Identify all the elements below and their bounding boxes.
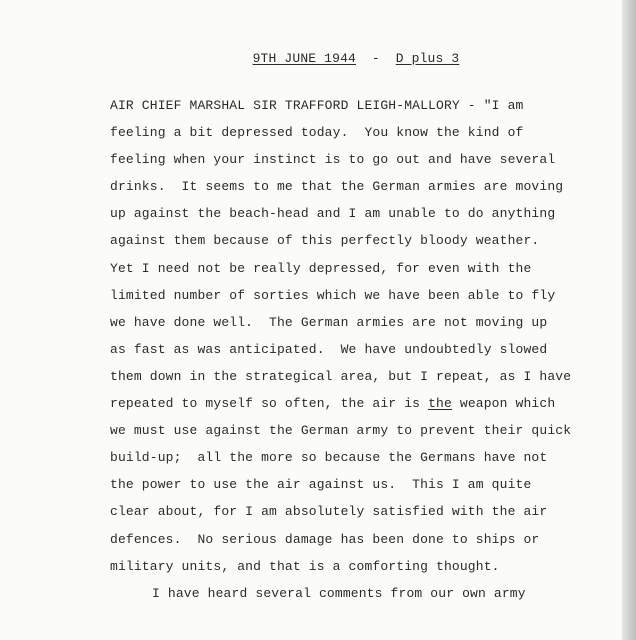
text-line-with-emphasis xyxy=(110,394,610,421)
scan-edge-shadow xyxy=(622,0,636,640)
header-day: D plus 3 xyxy=(395,51,460,66)
text-line: we have done well. The German armies are not moving up xyxy=(110,314,548,330)
header-separator: - xyxy=(371,51,380,66)
text-segment: weapon which xyxy=(451,396,556,412)
text-line: up against the beach-head and I am unable to do anything xyxy=(110,206,556,222)
document-header xyxy=(0,51,622,66)
text-line: them down in the strategical area, but I repeat, as I have xyxy=(110,368,572,384)
text-line: clear about, for I am absolutely satisfied with the air xyxy=(110,504,548,520)
text-line: build-up; all the more so because the Germans have not xyxy=(110,450,548,466)
text-line: drinks. It seems to me that the German armies are moving xyxy=(110,179,564,195)
text-line: military units, and that is a comforting thought. xyxy=(110,558,500,574)
text-line: limited number of sorties which we have been able to fly xyxy=(110,287,556,303)
underlined-word: the xyxy=(428,396,452,412)
text-line: AIR CHIEF MARSHAL SIR TRAFFORD LEIGH-MALLORY - "I am xyxy=(110,98,524,113)
text-line: defences. No serious damage has been done to ships or xyxy=(110,531,540,547)
text-line: feeling when your instinct is to go out and have several xyxy=(110,152,556,168)
text-segment: repeated to myself so often, the air is xyxy=(110,396,429,412)
header-date: 9TH JUNE 1944 xyxy=(252,51,356,66)
text-line: we must use against the German army to prevent their quick xyxy=(110,423,572,439)
text-line: Yet I need not be really depressed, for even with the xyxy=(110,260,532,276)
text-line: against them because of this perfectly bloody weather. xyxy=(110,233,540,249)
text-line: feeling a bit depressed today. You know the kind of xyxy=(110,125,524,141)
text-line: the power to use the air against us. This I am quite xyxy=(110,477,532,493)
paragraph-2-first-line: I have heard several comments from our own army xyxy=(152,585,526,601)
text-line: as fast as was anticipated. We have undoubtedly slowed xyxy=(110,341,548,357)
document-body xyxy=(110,96,610,611)
